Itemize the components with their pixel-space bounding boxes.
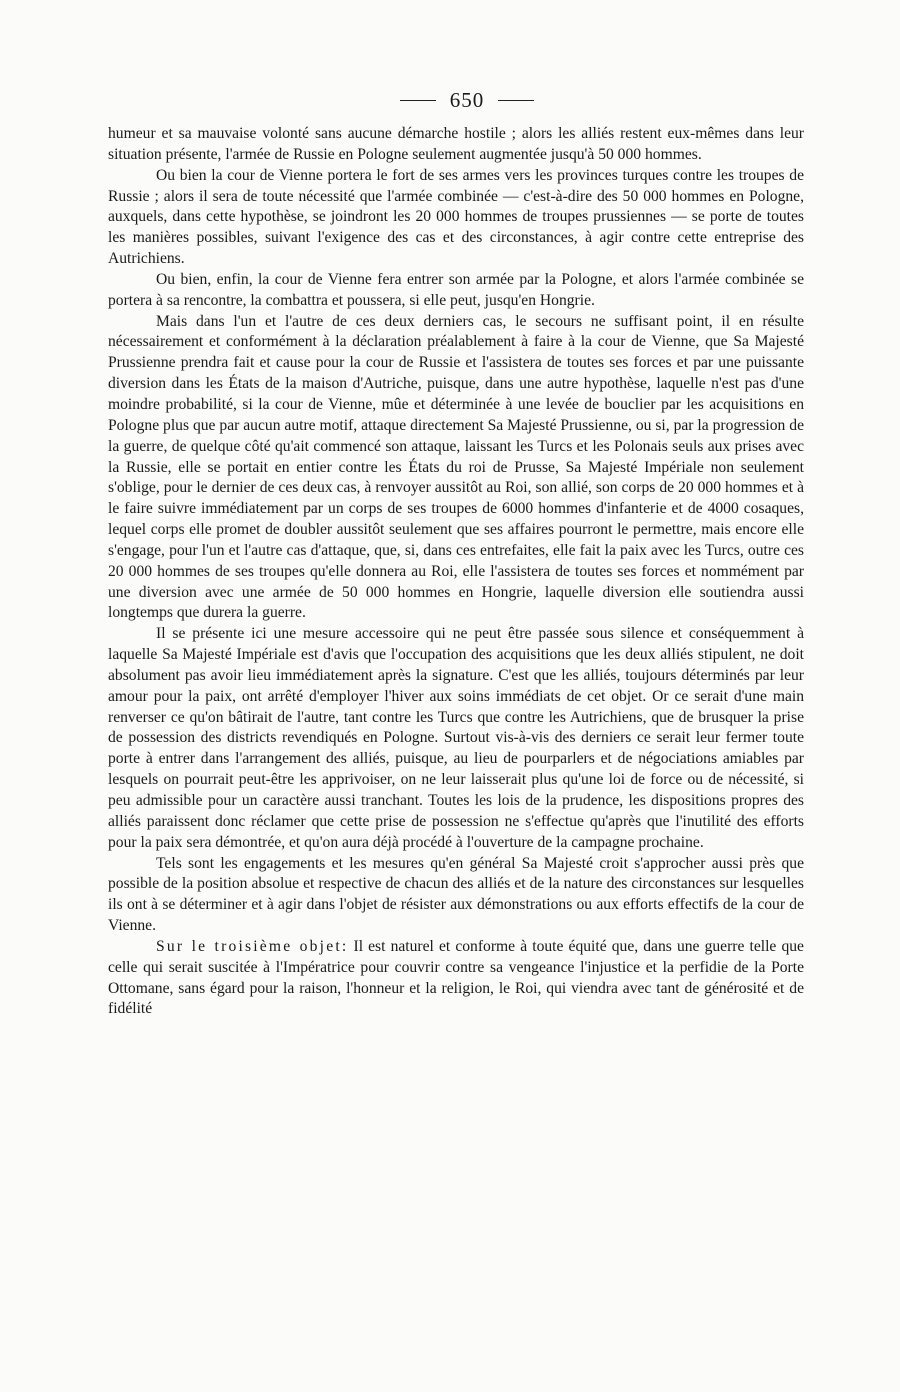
page-header	[108, 86, 804, 114]
paragraph: Ou bien, enfin, la cour de Vienne fera entrer son armée par la Pologne, et alors l'armée combinée se portera à sa rencontre, la combattra et poussera, si elle peut, jusqu'en Hongrie.	[108, 270, 804, 309]
paragraph-continuation: humeur et sa mauvaise volonté sans aucune démarche hostile ; alors les alliés restent eux-mêmes dans leur situation présente, l'armée de Russie en Pologne seulement augmentée jusqu'à 50 000 hommes.	[108, 125, 804, 163]
paragraph: Ou bien la cour de Vienne portera le fort de ses armes vers les provinces turques contre les troupes de Russie ; alors il sera de toute nécessité que l'armée combinée — c'est-à-dire des 50 000 hommes en Pologne, auxquels, dans cette hypothèse, se joindront les 20 000 hommes de troupes prussiennes — se porte de toutes les manières possibles, suivant l'exigence des cas et des circonstances, à agir contre cette entreprise des Autrichiens.	[108, 166, 804, 268]
paragraph-third-object	[108, 937, 804, 1020]
body-text	[108, 124, 804, 1020]
section-lead: Sur le troisième objet:	[156, 937, 349, 955]
page-number: 650	[449, 87, 485, 112]
paragraph: Il se présente ici une mesure accessoire qui ne peut être passée sous silence et conséquemment à laquelle Sa Majesté Impériale est d'avis que l'occupation des acquisitions que les deux alliés stipulent, ne doit absolument pas avoir lieu immédiatement après la signature. C'est que les alliés, toujours déterminés par leur amour pour la paix, ont arrêté d'employer l'hiver aux soins immédiats de cet objet. Or ce serait d'une main renverser ce qu'on bâtirait de l'autre, tant contre les Turcs que contre les Autrichiens, que de brusquer la prise de possession des districts revendiqués en Pologne. Surtout vis-à-vis des derniers ce serait leur fermer toute porte à entrer dans l'arrangement des alliés, puisque, au lieu de pourparlers et de négociations amiables par lesquels on pourrait peut-être les apprivoiser, on ne leur laisserait plus qu'une loi de force ou de nécessité, si peu admissible pour un caractère aussi tranchant. Toutes les lois de la prudence, les dispositions propres des alliés paraissent donc réclamer que cette prise de possession ne s'effectue qu'après que l'inutilité des efforts pour la paix sera démontrée, et qu'on aura déjà procédé à l'ouverture de la campagne prochaine.	[108, 625, 804, 851]
paragraph-text: Il est naturel et conforme à toute équité que, dans une guerre telle que celle qui serait suscitée à l'Impératrice pour couvrir contre sa vengeance l'injustice et la perfidie de la Porte Ottomane, sans égard pour la raison, l'honneur et la religion, le Roi, qui viendra avec tant de générosité et de fidélité	[108, 937, 804, 1018]
paragraph: Mais dans l'un et l'autre de ces deux derniers cas, le secours ne suffisant point, il en résulte nécessairement et conformément à la déclaration préalablement à faire à la cour de Vienne, que Sa Majesté Prussienne prendra fait et cause pour la cour de Russie et l'assistera de toutes ses forces et par une puissante diversion dans les États de la maison d'Autriche, puisque, dans une autre hypothèse, laquelle n'est pas d'une moindre probabilité, si la cour de Vienne, mûe et déterminée à une levée de bouclier par les acquisitions en Pologne plus que par aucun autre motif, attaque directement Sa Majesté Prussienne, ou si, par la progression de la guerre, de quelque côté qu'ait commencé son attaque, laissant les Turcs et les Polonais seuls aux prises avec la Russie, elle se portait en entier contre les États du roi de Prusse, Sa Majesté Impériale non seulement s'oblige, pour le dernier de ces deux cas, à renvoyer aussitôt au Roi, son allié, son corps de 20 000 hommes et à le faire suivre immédiatement par un corps de ses troupes de 6000 hommes d'infanterie et de 4000 cosaques, lequel corps elle promet de doubler aussitôt seulement que ses affaires pourront le permettre, mais encore elle s'engage, pour l'un et l'autre cas d'attaque, que, si, dans ces entrefaites, elle fait la paix avec les Turcs, outre ces 20 000 hommes de ses troupes qu'elle donnera au Roi, elle l'assistera de toutes ses forces et nommément par une diversion avec une armée de 50 000 hommes en Hongrie, laquelle diversion elle soutiendra aussi longtemps que durera la guerre.	[108, 312, 804, 622]
paragraph: Tels sont les engagements et les mesures qu'en général Sa Majesté croit s'approcher aussi près que possible de la position absolue et respective de chacun des alliés et de la nature des circonstances sur lesquelles ils ont à se déterminer et à agir dans l'objet de résister aux démonstrations ou aux efforts effectifs de la cour de Vienne.	[108, 854, 804, 935]
header-rule-right	[498, 100, 534, 101]
header-rule-left	[400, 100, 436, 101]
